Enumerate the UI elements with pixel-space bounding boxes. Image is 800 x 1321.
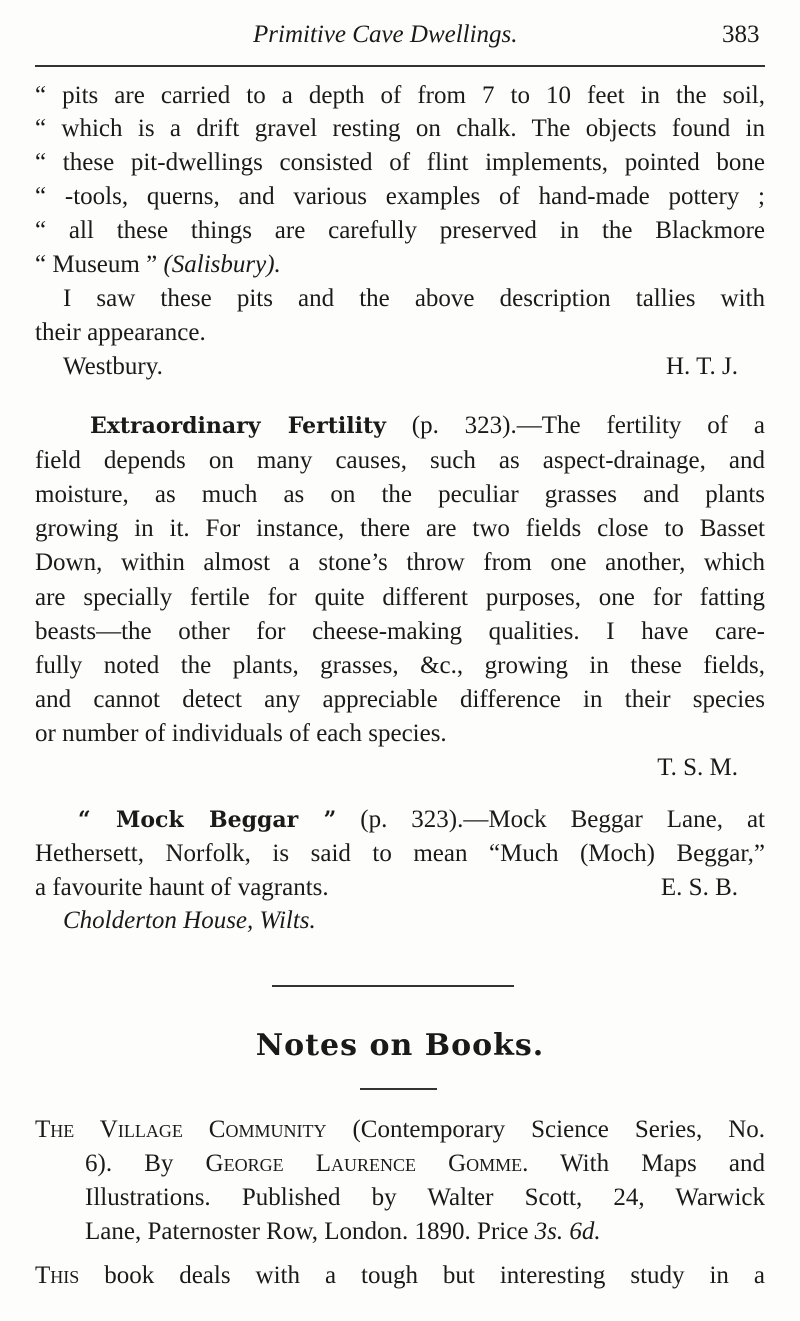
running-title: Primitive Cave Dwellings. <box>253 21 518 48</box>
text: (p. 323).—Mock Beggar Lane, at <box>336 806 765 833</box>
text-line: field depends on many causes, such as aspect-drainage, and <box>35 447 765 474</box>
note-heading: “ Mock Beggar ” <box>78 807 337 833</box>
title-underline <box>360 1088 437 1090</box>
text: Lane, Paternoster Row, London. 1890. Price <box>85 1218 535 1245</box>
text: (Contemporary Science Series, No. <box>326 1116 765 1143</box>
text-line: “ all these things are carefully preserved in the Blackmore <box>35 217 765 244</box>
text-line <box>90 409 765 443</box>
section-divider <box>272 985 514 987</box>
text-line <box>85 1215 765 1249</box>
text-line: and cannot detect any appreciable difference in their species <box>35 686 765 713</box>
text: “ Museum ” <box>35 251 164 278</box>
text: (p. 323).—The fertility of a <box>385 412 765 439</box>
signoff-address: Cholderton House, Wilts. <box>63 907 316 934</box>
text-line <box>78 803 765 837</box>
header-rule <box>35 65 765 67</box>
section-title: Notes on Books. <box>255 1028 545 1063</box>
text-line: “ these pit-dwellings consisted of flint implements, pointed bone <box>35 149 765 176</box>
signoff <box>35 751 738 785</box>
text-line <box>35 871 738 905</box>
text: . With Maps and <box>522 1150 765 1177</box>
text-line: are specially fertile for quite different purposes, one for fatting <box>35 584 765 611</box>
note-heading: Extraordinary Fertility <box>90 413 386 439</box>
text-line: or number of individuals of each species. <box>35 720 447 747</box>
text-line: their appearance. <box>35 319 206 346</box>
text: This <box>35 1262 80 1289</box>
signoff <box>63 350 738 384</box>
text-line: Down, within almost a stone’s throw from one another, which <box>35 549 765 576</box>
signoff-initials: H. T. J. <box>666 353 738 380</box>
book-author: George Laurence Gomme <box>205 1150 523 1177</box>
text: 6). By <box>85 1150 206 1177</box>
signoff-initials: E. S. B. <box>660 874 738 901</box>
text-line <box>35 1259 765 1293</box>
text-line: beasts—the other for cheese-making qualities. I have care- <box>35 618 765 645</box>
text-line: “ pits are carried to a depth of from 7 to 10 feet in the soil, <box>35 82 765 109</box>
text-line: Illustrations. Published by Walter Scott, 24, Warwick <box>85 1184 765 1211</box>
source-citation: (Salisbury). <box>163 251 281 278</box>
text-line: growing in it. For instance, there are two fields close to Basset <box>35 515 765 542</box>
signoff-place: Westbury. <box>63 353 163 380</box>
text-line: “ -tools, querns, and various examples of hand-made pottery ; <box>35 183 765 210</box>
page-number: 383 <box>722 21 760 48</box>
text: a favourite haunt of vagrants. <box>35 874 329 901</box>
text-line: I saw these pits and the above description tallies with <box>63 285 765 312</box>
text-line: fully noted the plants, grasses, &c., growing in these fields, <box>35 652 765 679</box>
book-title: The Village Community <box>35 1116 327 1143</box>
text-line <box>35 248 765 282</box>
signoff-initials: T. S. M. <box>657 754 738 781</box>
text: book deals with a tough but interesting study in a <box>79 1262 765 1289</box>
text-line <box>85 1147 765 1181</box>
text-line: Hethersett, Norfolk, is said to mean “Much (Moch) Beggar,” <box>35 840 765 867</box>
text-line: “ which is a drift gravel resting on chalk. The objects found in <box>35 115 765 142</box>
book-price: 3s. 6d. <box>534 1218 601 1245</box>
text-line <box>35 1113 765 1147</box>
text-line: moisture, as much as on the peculiar grasses and plants <box>35 481 765 508</box>
